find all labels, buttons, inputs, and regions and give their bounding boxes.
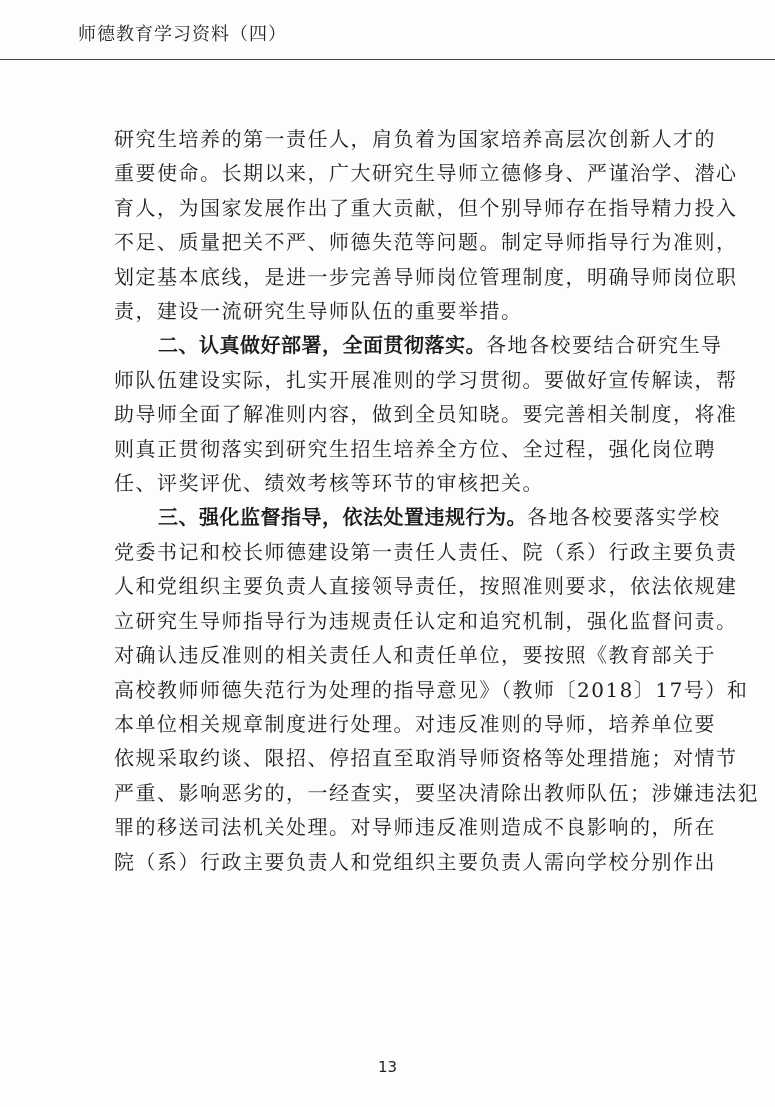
text-line: 高校教师师德失范行为处理的指导意见》（教师〔2018〕17号）和 [114,677,749,702]
text-line: 助导师全面了解准则内容，做到全员知晓。要完善相关制度，将准 [114,402,738,427]
text-line: 责，建设一流研究生导师队伍的重要举措。 [114,299,523,324]
text-line: 划定基本底线，是进一步完善导师岗位管理制度，明确导师岗位职 [114,264,738,289]
text-line: 不足、质量把关不严、师德失范等问题。制定导师指导行为准则， [114,230,738,255]
text-line: 严重、影响恶劣的，一经查实，要坚决清除出教师队伍；涉嫌违法犯 [114,780,759,805]
text-line: 对确认违反准则的相关责任人和责任单位，要按照《教育部关于 [114,643,716,668]
page-number: 13 [377,1058,398,1076]
text-line: 罪的移送司法机关处理。对导师违反准则造成不良影响的，所在 [114,815,716,840]
text-line: 则真正贯彻落实到研究生招生培养全方位、全过程，强化岗位聘 [114,436,716,461]
text-line: 党委书记和校长师德建设第一责任人责任、院（系）行政主要负责 [114,539,738,564]
section-two-first-line [114,328,723,362]
section-three-heading: 三、强化监督指导，依法处置违规行为。 [158,505,527,530]
document-body [114,122,759,879]
section-two-heading: 二、认真做好部署，全面贯彻落实。 [158,333,486,358]
section-three-first-line-text: 各地各校要落实学校 [527,505,721,530]
text-line: 人和党组织主要负责人直接领导责任，按照准则要求，依法依规建 [114,574,738,599]
header-divider [0,59,775,60]
running-header-title: 师德教育学习资料（四） [78,24,287,45]
text-line: 院（系）行政主要负责人和党组织主要负责人需向学校分别作出 [114,849,716,874]
text-line: 育人，为国家发展作出了重大贡献，但个别导师存在指导精力投入 [114,195,738,220]
text-line: 立研究生导师指导行为违规责任认定和追究机制，强化监督问责。 [114,608,738,633]
text-line: 依规采取约谈、限招、停招直至取消导师资格等处理措施；对情节 [114,746,738,771]
text-line: 师队伍建设实际，扎实开展准则的学习贯彻。要做好宣传解读，帮 [114,367,738,392]
text-line: 本单位相关规章制度进行处理。对违反准则的导师，培养单位要 [114,711,716,736]
section-three-first-line [114,500,721,534]
text-line: 重要使命。长期以来，广大研究生导师立德修身、严谨治学、潜心 [114,161,738,186]
section-two-first-line-text: 各地各校要结合研究生导 [486,333,723,358]
text-line: 任、评奖评优、绩效考核等环节的审核把关。 [114,471,544,496]
text-line: 研究生培养的第一责任人，肩负着为国家培养高层次创新人才的 [114,127,716,151]
